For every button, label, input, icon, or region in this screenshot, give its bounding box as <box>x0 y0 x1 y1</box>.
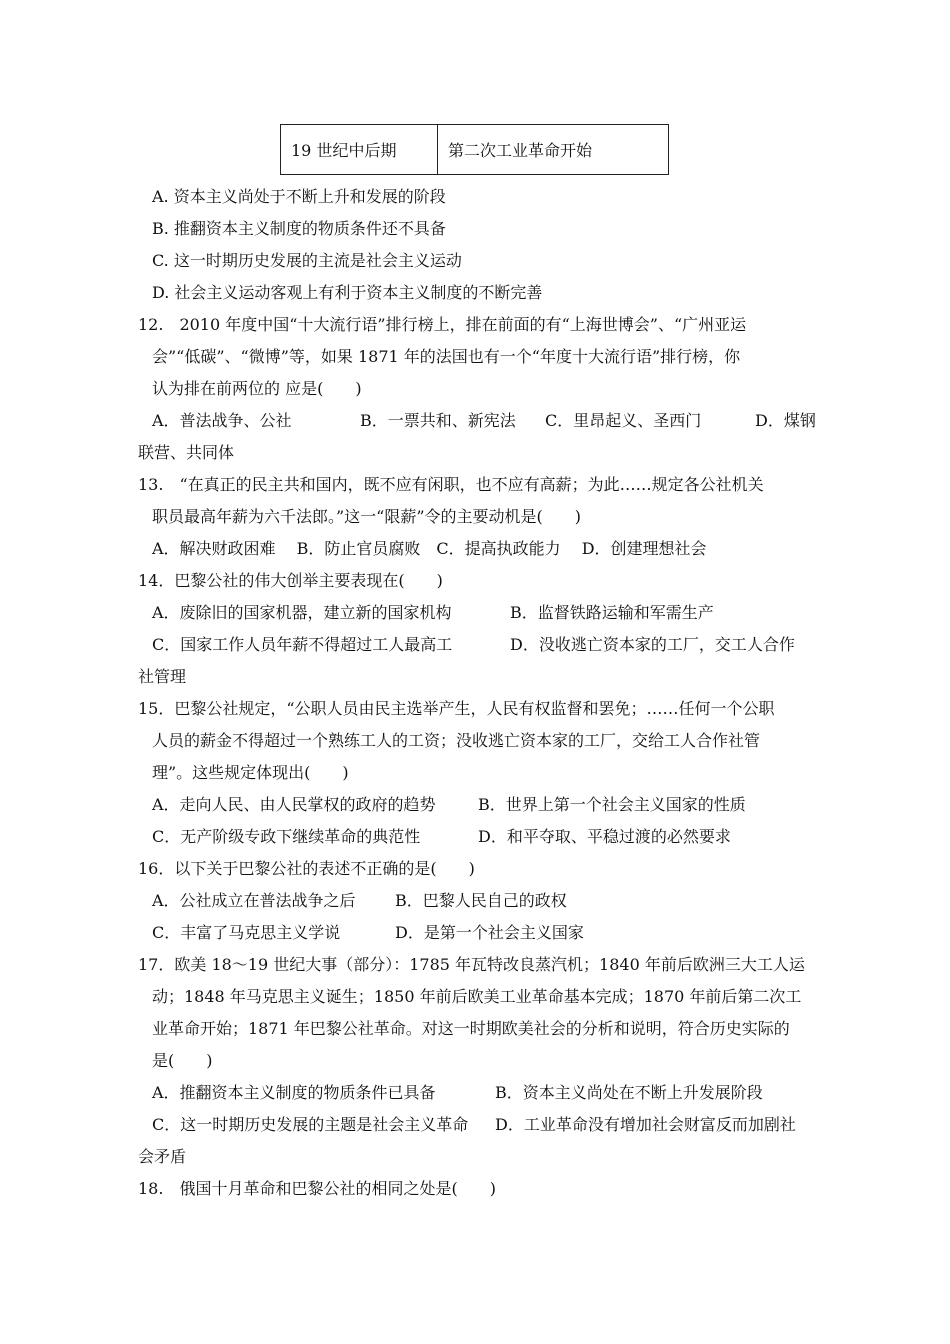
q12-stem-line2: 会”“低碳”、“微博”等，如果 1871 年的法国也有一个“年度十大流行语”排行榜，你 <box>152 347 741 366</box>
q15-option-a: A．走向人民、由人民掌权的政府的趋势 <box>152 795 436 814</box>
q13-options: A．解决财政困难 B．防止官员腐败 C．提高执政能力 D．创建理想社会 <box>152 539 707 558</box>
q15-option-d: D．和平夺取、平稳过渡的必然要求 <box>478 827 731 846</box>
q12-stem-line1: 12. 2010 年度中国“十大流行语”排行榜上，排在前面的有“上海世博会”、“广州亚运 <box>138 315 747 334</box>
q14-option-d: D．没收逃亡资本家的工厂，交工人合作 <box>510 635 795 654</box>
q14-option-c: C．国家工作人员年薪不得超过工人最高工 <box>152 635 453 654</box>
table-cell-event: 第二次工业革命开始 <box>438 125 669 175</box>
q12-stem-line3: 认为排在前两位的 应是( ) <box>152 379 362 398</box>
q16-option-c: C．丰富了马克思主义学说 <box>152 923 341 942</box>
q17-stem-line4: 是( ) <box>152 1051 213 1070</box>
q12-option-c: C．里昂起义、圣西门 <box>545 411 702 430</box>
q12-option-b: B．一票共和、新宪法 <box>360 411 516 430</box>
q17-stem-line3: 业革命开始；1871 年巴黎公社革命。对这一时期欧美社会的分析和说明，符合历史实际的 <box>152 1019 790 1038</box>
q17-option-d-cont: 会矛盾 <box>138 1147 187 1166</box>
q11-option-b: B. 推翻资本主义制度的物质条件还不具备 <box>152 219 446 238</box>
q16-option-b: B．巴黎人民自己的政权 <box>395 891 567 910</box>
q15-stem-line1: 15．巴黎公社规定，“公职人员由民主选举产生，人民有权监督和罢免；……任何一个公职 <box>138 699 775 718</box>
q16-option-a: A．公社成立在普法战争之后 <box>152 891 356 910</box>
q12-option-a: A．普法战争、公社 <box>152 411 292 430</box>
q12-option-d-cont: 联营、共同体 <box>138 443 235 462</box>
q14-option-a: A．废除旧的国家机器，建立新的国家机构 <box>152 603 452 622</box>
q18-stem: 18. 俄国十月革命和巴黎公社的相同之处是( ) <box>138 1179 496 1198</box>
q17-option-d: D．工业革命没有增加社会财富反而加剧社 <box>495 1115 796 1134</box>
table-row <box>281 125 669 175</box>
q17-option-c: C．这一时期历史发展的主题是社会主义革命 <box>152 1115 469 1134</box>
q14-option-b: B．监督铁路运输和军需生产 <box>510 603 714 622</box>
q11-option-a: A. 资本主义尚处于不断上升和发展的阶段 <box>152 187 446 206</box>
q17-stem-line2: 动；1848 年马克思主义诞生；1850 年前后欧美工业革命基本完成；1870 年前后第二次工 <box>152 987 802 1006</box>
q15-stem-line3: 理”。这些规定体现出( ) <box>152 763 349 782</box>
q14-stem: 14．巴黎公社的伟大创举主要表现在( ) <box>138 571 443 590</box>
q14-option-d-cont: 社管理 <box>138 667 187 686</box>
q15-option-b: B．世界上第一个社会主义国家的性质 <box>478 795 746 814</box>
table-cell-period: 19 世纪中后期 <box>281 125 438 175</box>
q17-option-a: A．推翻资本主义制度的物质条件已具备 <box>152 1083 436 1102</box>
events-table <box>280 124 669 175</box>
q12-option-d: D．煤钢 <box>755 411 816 430</box>
q11-option-c: C. 这一时期历史发展的主流是社会主义运动 <box>152 251 462 270</box>
q13-stem-line2: 职员最高年薪为六千法郎。”这一“限薪”令的主要动机是( ) <box>152 507 582 526</box>
q17-stem-line1: 17．欧美 18～19 世纪大事（部分）：1785 年瓦特改良蒸汽机；1840 年前后欧洲三大工人运 <box>138 955 805 974</box>
q15-option-c: C．无产阶级专政下继续革命的典范性 <box>152 827 421 846</box>
q16-stem: 16．以下关于巴黎公社的表述不正确的是( ) <box>138 859 475 878</box>
q11-option-d: D. 社会主义运动客观上有利于资本主义制度的不断完善 <box>152 283 543 302</box>
q17-option-b: B．资本主义尚处在不断上升发展阶段 <box>495 1083 763 1102</box>
q13-stem-line1: 13. “在真正的民主共和国内，既不应有闲职，也不应有高薪；为此……规定各公社机关 <box>138 475 764 494</box>
q16-option-d: D．是第一个社会主义国家 <box>395 923 584 942</box>
q15-stem-line2: 人员的薪金不得超过一个熟练工人的工资；没收逃亡资本家的工厂，交给工人合作社管 <box>152 731 761 750</box>
